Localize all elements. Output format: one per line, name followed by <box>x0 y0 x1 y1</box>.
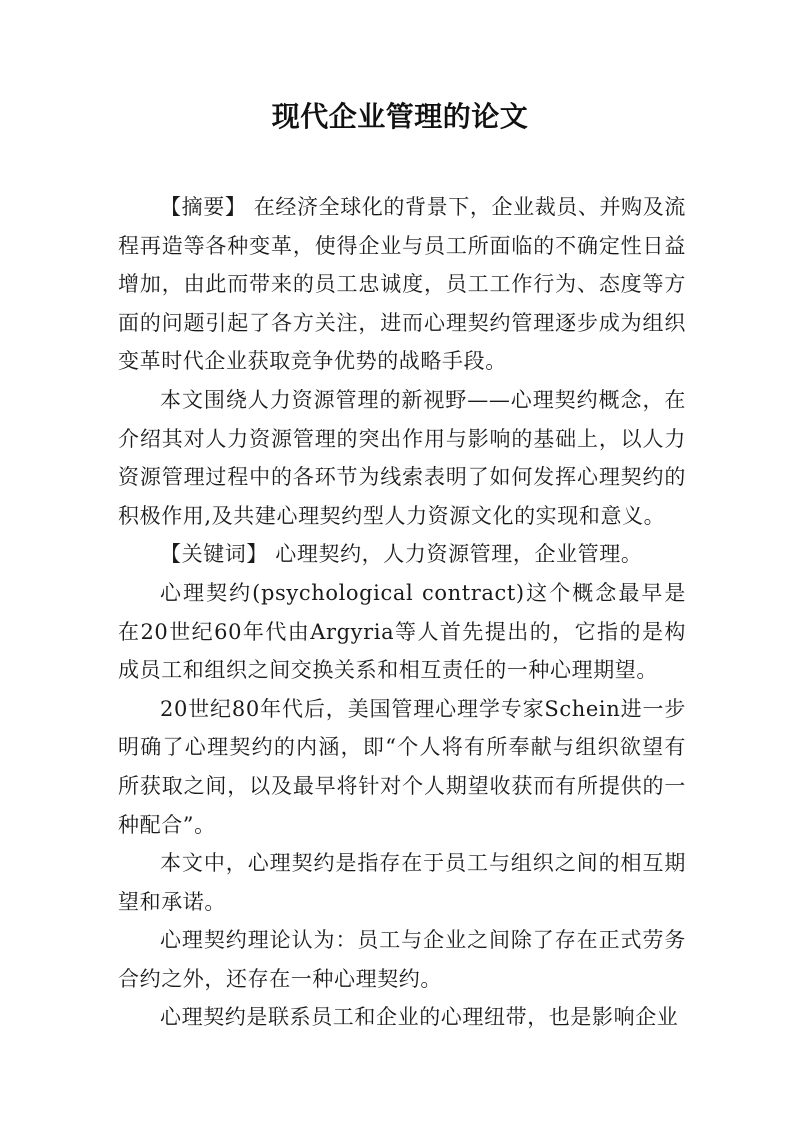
document-title: 现代企业管理的论文 <box>271 100 529 133</box>
body-paragraph: 心理契约理论认为：员工与企业之间除了存在正式劳务合约之外，还存在一种心理契约。 <box>118 928 686 991</box>
abstract-scope-paragraph: 本文围绕人力资源管理的新视野——心理契约概念，在介绍其对人力资源管理的突出作用与影响的基础上，以人力资源管理过程中的各环节为线索表明了如何发挥心理契约的积极作用,及共建心理契约型人力资源文化的实现和意义。 <box>118 387 686 528</box>
abstract-paragraph: 【摘要】 在经济全球化的背景下，企业裁员、并购及流程再造等各种变革，使得企业与员工所面临的不确定性日益增加，由此而带来的员工忠诚度，员工工作行为、态度等方面的问题引起了各方关注，进而心理契约管理逐步成为组织变革时代企业获取竞争优势的战略手段。 <box>118 195 686 374</box>
body-paragraph: 心理契约是联系员工和企业的心理纽带，也是影响企业 <box>160 1005 679 1030</box>
body-paragraph: 20世纪80年代后，美国管理心理学专家Schein进一步明确了心理契约的内涵，即“个人将有所奉献与组织欲望有所获取之间，以及最早将针对个人期望收获而有所提供的一种配合”。 <box>118 696 686 837</box>
document-body <box>118 188 686 1037</box>
body-paragraph: 本文中，心理契约是指存在于员工与组织之间的相互期望和承诺。 <box>118 851 686 914</box>
body-paragraph: 心理契约(psychological contract)这个概念最早是在20世纪60年代由Argyria等人首先提出的，它指的是构成员工和组织之间交换关系和相互责任的一种心理期望。 <box>118 580 686 683</box>
keywords-paragraph: 【关键词】 心理契约，人力资源管理，企业管理。 <box>160 542 643 567</box>
